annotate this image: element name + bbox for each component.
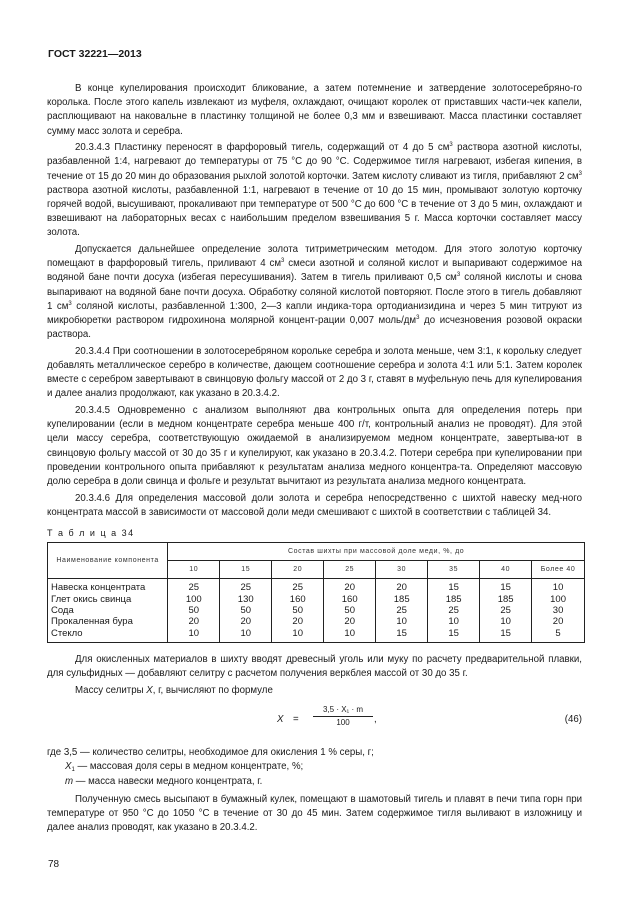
paragraph-p6: 20.3.4.6 Для определения массовой доли золота и серебра непосредственно с шихтой навеску мед-ного концентрата массой в зависимости от массовой доли меди смешивают с шихтой в соответствии с таблицей 34. <box>47 492 582 518</box>
column-values-cell <box>220 579 272 643</box>
paragraph-p8: Массу селитры X, г, вычисляют по формуле <box>75 685 273 697</box>
paragraph-p2: 20.3.4.3 Пластинку переносят в фарфоровый тигель, содержащий от 4 до 5 $см^3$ раствора азотной кислоты, разбавленной 1:4, нагревают до температуры от 75 °C до 90 °C. Содержимое тигля нагревают, избегая кипения, в течение от 15 до 20 мин до образования рыхлой золотой корточки. Затем кислоту сливают из тигля, прибавляют 2 $см^3$ раствора азотной кислоты, разбавленной 1:1, нагревают в течение от 10 до 15 мин, промывают золотую корточку горячей водой, высушивают, прокаливают при температуре от 500 °C до 600 °C в течение от 3 до 5 мин, охлаждают и взвешивают на лабораторных весах с наибольшим пределом взвешивания 5 г. Масса корточки составляет массу золота. <box>47 142 582 239</box>
column-values-cell <box>532 579 585 643</box>
definition-d1: где 3,5 — количество селитры, необходимое для окисления 1 % серы, г; <box>47 747 374 759</box>
table-cell-value: 10 <box>500 616 511 628</box>
composition-table <box>47 542 585 643</box>
table-cell-value: 5 <box>555 627 561 639</box>
formula-lhs: X <box>277 714 284 726</box>
table-cell-value: 25 <box>448 605 459 617</box>
paragraph-p7: Для окисленных материалов в шихту вводят древесный уголь или муку по расчету предварительной плавки, для сульфидных — добавляют селитру с расчетом получения веркблея массой от 30 до 35 г. <box>47 654 582 680</box>
column-header-2: 20 <box>272 561 324 579</box>
formula-denominator: 100 <box>336 718 350 728</box>
table-cell-value: 50 <box>240 605 252 617</box>
column-header-5: 35 <box>428 561 480 579</box>
column-values-cell <box>428 579 480 643</box>
column-header-7: Более 40 <box>532 561 585 579</box>
column-values-cell <box>480 579 532 643</box>
page-number: 78 <box>48 859 60 870</box>
column-values-cell <box>324 579 376 643</box>
table-cell-value: 25 <box>188 582 200 594</box>
table-cell-value: 185 <box>497 593 514 605</box>
table-cell-value: 100 <box>185 593 202 605</box>
table-cell-value: 15 <box>448 582 459 594</box>
component-name: Стекло <box>51 627 83 639</box>
table-cell-value: 185 <box>393 593 410 605</box>
table-cell-value: 10 <box>188 627 200 639</box>
formula-46 <box>47 704 582 742</box>
column-header-6: 40 <box>480 561 532 579</box>
formula-numerator: 3,5 · X₁ · m <box>313 704 373 717</box>
table-caption: Т а б л и ц а 34 <box>47 528 135 539</box>
paragraph-p3: Допускается дальнейшее определение золота титриметрическим методом. Для этого золотую корточку помещают в фарфоровый тигель, приливают 4 $см^3$ смеси азотной и соляной кислот и выпаривают содержимое на водяной бане почти досуха (избегая пересушивания). Затем в тигель приливают 0,5 $см^3$ соляной кислоты и снова выпаривают на водяной бане почти досуха. Обработку соляной кислотой повторяют. После этого в тигель добавляют 1 $см^3$ соляной кислоты, разбавленной 1:300, 2—3 капли индика-тора ортодианизидина и через 5 мин титруют из микробюретки раствором гидрохинона молярной концент-рации 0,007 моль/$дм^3$ до исчезновения розовой окраски раствора. <box>47 244 583 341</box>
table-cell-value: 185 <box>445 593 462 605</box>
formula-equals: = <box>293 714 299 726</box>
column-header-1: 15 <box>220 561 272 579</box>
column-values-cell <box>376 579 428 643</box>
table-cell-value: 30 <box>552 605 564 617</box>
table-cell-value: 25 <box>396 605 407 617</box>
formula-definitions <box>47 746 582 789</box>
component-name: Сода <box>51 605 74 617</box>
table-cell-value: 20 <box>240 616 252 628</box>
table-cell-value: 130 <box>237 593 254 605</box>
table-cell-value: 25 <box>292 582 303 594</box>
column-header-0: 10 <box>168 561 220 579</box>
table-cell-value: 10 <box>396 616 407 628</box>
table-cell-value: 15 <box>396 627 407 639</box>
paragraph-p5: 20.3.4.5 Одновременно с анализом выполняют два контрольных опыта для определения потерь при купелировании (если в медном концентрате серебра меньше 400 г/т, контрольный анализ не проводят). Для этой цели массу серебра, соответствующую ожидаемой в анализируемом медном концентрате, завертыва-ют в свинцовую фольгу массой от 30 до 35 г и купелируют, как указано в 20.3.4.2. Потери серебра при купелировании при проведении контрольного опыта прибавляют к результатам анализа медного концентра-та. Определяют массовую долю серебра в доли свинца и фольге и результат вычитают из результата анализа медного концентрата. <box>47 405 582 488</box>
paragraph-p4: 20.3.4.4 При соотношении в золотосеребряном корольке серебра и золота меньше, чем 3:1, к корольку следует добавлять металлическое серебро в количестве, дающем соотношение серебра и золота 4:1 или 5:1. Затем королек вместе с серебром завертывают в свинцовую фольгу массой от 2 до 3 г, ставят в муфельную печь для купелирования и далее анализ продолжают, как указано в 20.3.4.2. <box>47 345 582 400</box>
table-cell-value: 50 <box>344 605 355 617</box>
paragraph-p1: В конце купелирования происходит бликование, а затем потемнение и затвердение золотосеребряно-го королька. После этого капель извлекают из муфеля, охлаждают, очищают королек от приставших части-чек капели, расплющивают на наковальне в пластинку толщиной не более 0,3 мм и взвешивают. Масса пластинки составляет сумму масс золота и серебра. <box>47 83 582 137</box>
component-name: Прокаленная бура <box>51 616 133 628</box>
table-cell-value: 10 <box>292 627 303 639</box>
component-name: Навеска концентрата <box>51 582 146 594</box>
table-cell-value: 15 <box>500 582 511 594</box>
paragraph-p9: Полученную смесь высыпают в бумажный кулек, помещают в шамотовый тигель и плавят в печи типа горн при температуре от 950 °C до 1050 °C в течение от 30 до 45 мин. Затем содержимое тигля выливают в изложницу и далее анализ проводят, как указано в 20.3.4.2. <box>47 793 582 834</box>
table-cell-value: 160 <box>289 593 306 605</box>
table-cell-value: 15 <box>448 627 459 639</box>
component-name: Глет окись свинца <box>51 593 132 605</box>
paragraphs-final <box>47 793 582 836</box>
formula-fraction <box>313 704 373 728</box>
column-values-cell <box>168 579 220 643</box>
column-header-3: 25 <box>324 561 376 579</box>
table-cell-value: 20 <box>344 582 355 594</box>
table-cell-value: 25 <box>500 605 511 617</box>
table-cell-value: 10 <box>240 627 252 639</box>
paragraphs-after-table <box>47 653 582 698</box>
table-cell-value: 20 <box>552 616 564 628</box>
table-cell-value: 50 <box>188 605 200 617</box>
column-header-4: 30 <box>376 561 428 579</box>
table-cell-value: 20 <box>344 616 355 628</box>
column-values-cell <box>272 579 324 643</box>
component-names-cell <box>48 579 168 643</box>
table-cell-value: 15 <box>500 627 511 639</box>
definition-d3: m — масса навески медного концентрата, г. <box>65 775 263 787</box>
table-cell-value: 10 <box>344 627 355 639</box>
table-cell-value: 50 <box>292 605 303 617</box>
table-cell-value: 10 <box>448 616 459 628</box>
table-cell-value: 25 <box>240 582 252 594</box>
table-cell-value: 20 <box>396 582 407 594</box>
table-cell-value: 10 <box>552 582 564 594</box>
group-header-cell: Состав шихты при массовой доле меди, %, до <box>168 543 585 561</box>
formula-number: (46) <box>564 714 582 726</box>
definition-d2: $X_1$ — массовая доля серы в медном концентрате, %; <box>65 761 304 774</box>
table-cell-value: 20 <box>292 616 303 628</box>
table-cell-value: 100 <box>550 593 566 605</box>
document-header: ГОСТ 32221—2013 <box>48 48 142 60</box>
table-cell-value: 160 <box>341 593 358 605</box>
table-cell-value: 20 <box>188 616 200 628</box>
document-body <box>47 82 582 838</box>
row-header-cell: Наименование компонента <box>48 543 168 579</box>
paragraphs-before-table <box>47 82 582 520</box>
table-body-row <box>48 579 585 643</box>
formula-comma: , <box>374 714 377 726</box>
